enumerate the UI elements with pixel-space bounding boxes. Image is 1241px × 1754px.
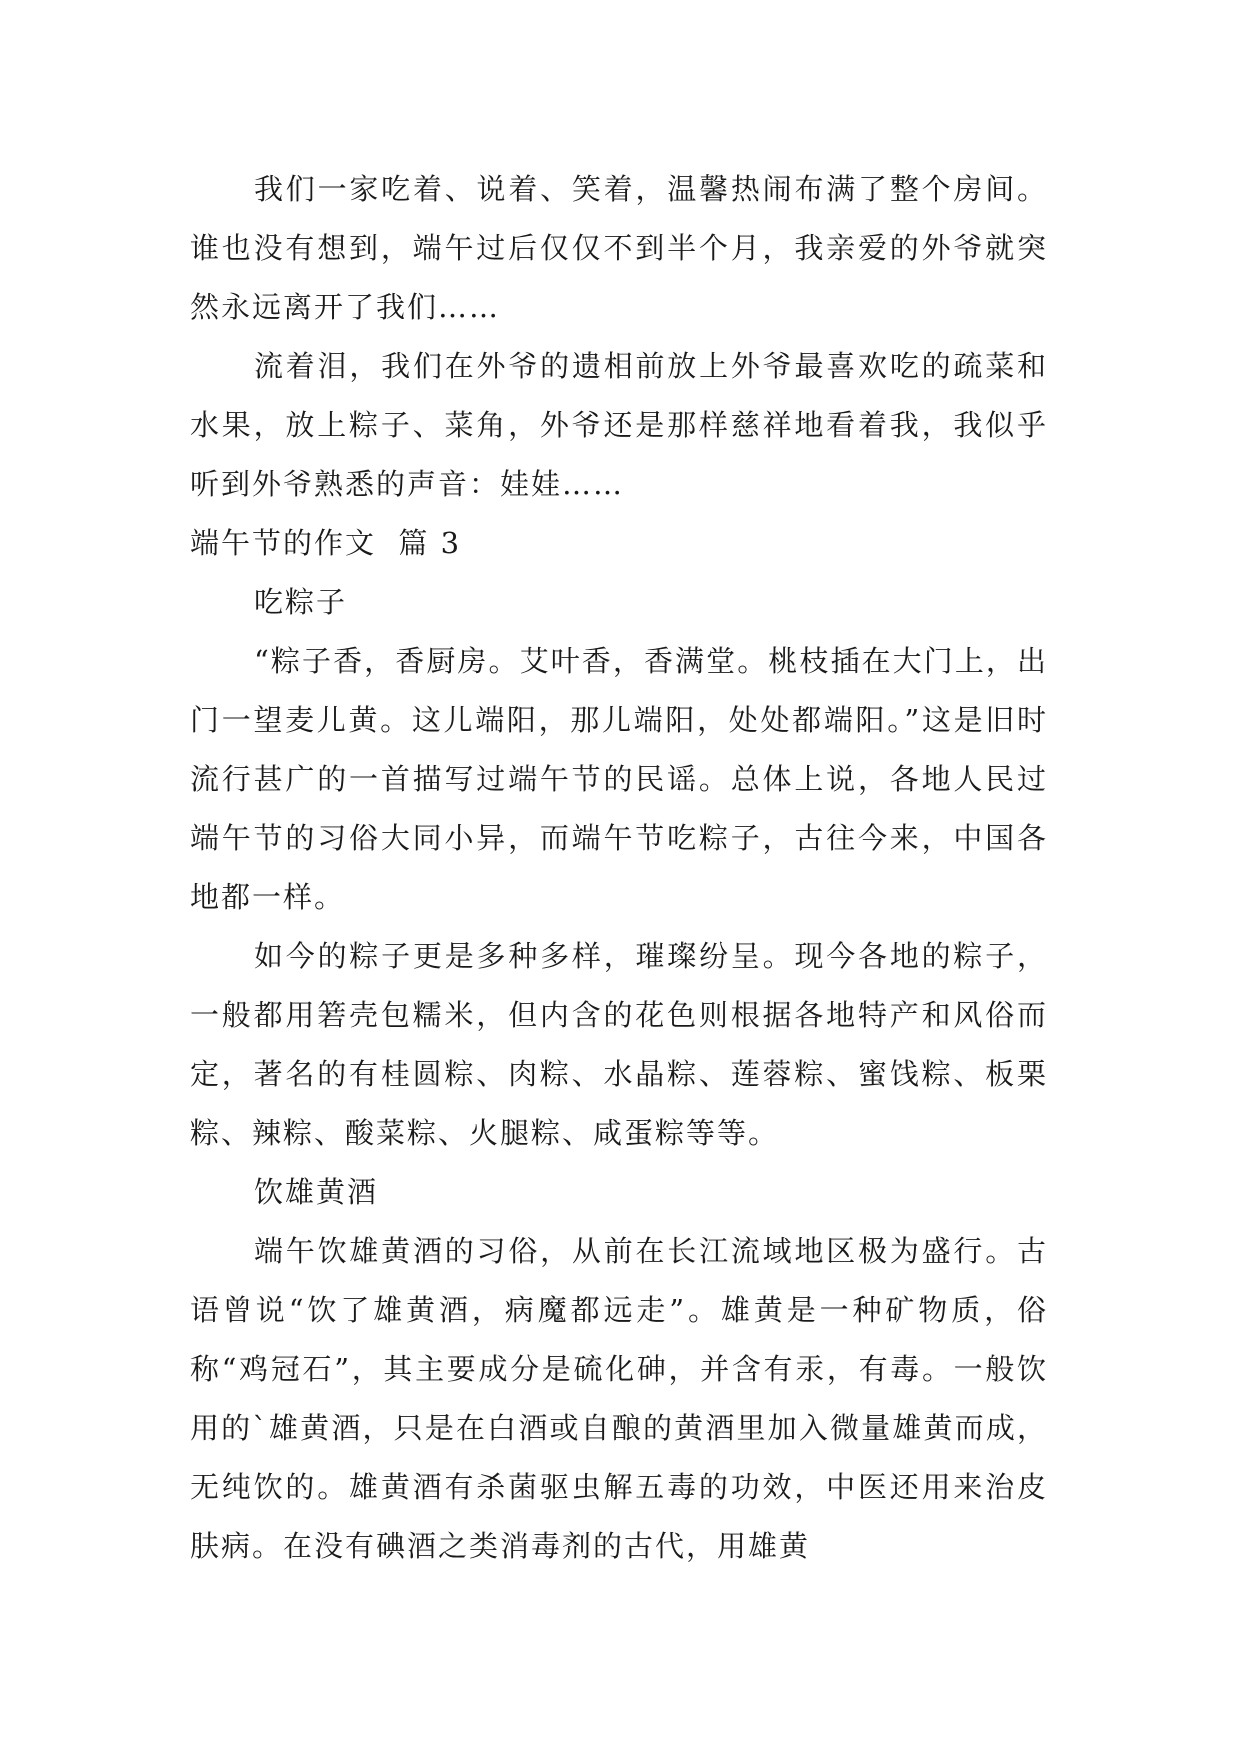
paragraph-zongzi-varieties: 如今的粽子更是多种多样，璀璨纷呈。现今各地的粽子，一般都用箬壳包糯米，但内含的花色则根据各地特产和风俗而定，著名的有桂圆粽、肉粽、水晶粽、莲蓉粽、蜜饯粽、板栗粽、辣粽、酸菜粽、火腿粽、咸蛋粽等等。 — [190, 939, 1048, 1150]
paragraph-folk-song: “粽子香，香厨房。艾叶香，香满堂。桃枝插在大门上，出门一望麦儿黄。这儿端阳，那儿端阳，处处都端阳。”这是旧时流行甚广的一首描写过端午节的民谣。总体上说，各地人民过端午节的习俗大同小异，而端午节吃粽子，古往今来，中国各地都一样。 — [190, 644, 1048, 914]
document-body — [190, 160, 1048, 1576]
subheading-realgar-wine: 饮雄黄酒 — [254, 1175, 379, 1209]
paragraph-memorial: 流着泪，我们在外爷的遗相前放上外爷最喜欢吃的疏菜和水果，放上粽子、菜角，外爷还是那样慈祥地看着我，我似乎听到外爷熟悉的声音：娃娃…… — [190, 349, 1048, 501]
section-title: 端午节的作文 篇 3 — [190, 526, 462, 560]
subheading-eat-zongzi: 吃粽子 — [254, 585, 348, 619]
paragraph-realgar-wine: 端午饮雄黄酒的习俗，从前在长江流域地区极为盛行。古语曾说“饮了雄黄酒，病魔都远走”。雄黄是一种矿物质，俗称“鸡冠石”，其主要成分是硫化砷，并含有汞，有毒。一般饮用的`雄黄酒，只是在白酒或自酿的黄酒里加入微量雄黄而成，无纯饮的。雄黄酒有杀菌驱虫解五毒的功效，中医还用来治皮肤病。在没有碘酒之类消毒剂的古代，用雄黄 — [190, 1234, 1048, 1563]
paragraph-family-dinner: 我们一家吃着、说着、笑着，温馨热闹布满了整个房间。谁也没有想到，端午过后仅仅不到半个月，我亲爱的外爷就突然永远离开了我们…… — [190, 172, 1048, 324]
